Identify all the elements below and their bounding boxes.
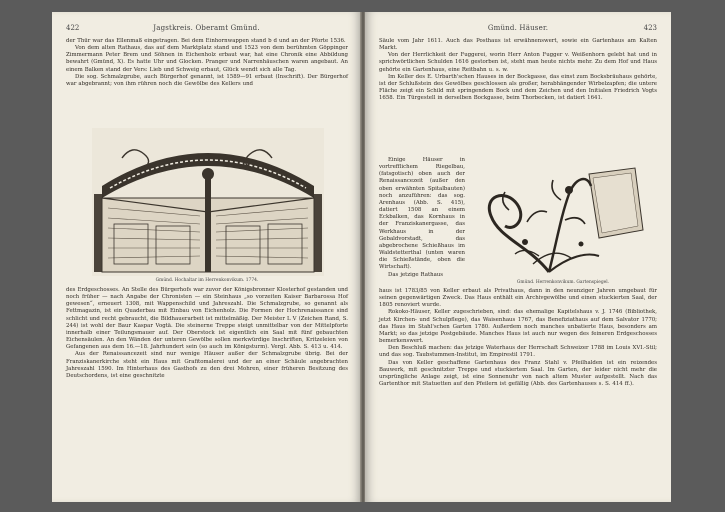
right-text-narrow [379, 157, 465, 279]
paragraph: Von der Herrlichkeit der Fuggerei, worin Herr Anton Fugger v. Weißenhorn gelebt hat und in sprichwörtlichen Schulden 1616 gestorben ist, steht man heute nichts mehr. Zu dem Hof und Haus gehörte ein Gartenhaus, eine Reitbahn u. s. w. [379, 52, 657, 73]
left-running-head [66, 24, 347, 34]
figure-caption: Gmünd. Hochaltar im Herrenkonvikum. 1774. [155, 278, 259, 283]
running-head-title: Jagstkreis. Oberamt Gmünd. [153, 24, 260, 32]
left-text-top [66, 38, 348, 88]
paragraph: der Thür war das Ellenmaß eingetragen. Bei dem Einhornwappen stand b d und an der Pforte 1536. [66, 38, 346, 44]
paragraph: Aus der Renaissancezeit sind nur wenige Häuser außer der Schmalzgrube übrig. Bei der Franziskanerkirche steht ein Haus mit Grafitomalerei und der an einer Schäule angebrachten Jahreszahl 1590. Im Hinterhaus des Gasthofs zu den drei Mohren, einer früheren Besitzung des Deutschordens, ist eine geschnitzte [66, 351, 348, 379]
paragraph: haus ist 1783/85 von Keller erbaut als Privathaus, dann in den neunziger Jahren umgebaut für seinen gegenwärtigen Zweck. Das Haus enthält ein Archivgewölbe und einen stuckierten Saal, der 1805 renoviert wurde. [379, 288, 657, 309]
page-number: 422 [66, 24, 80, 32]
running-head-title: Gmünd. Häuser. [487, 24, 549, 32]
paragraph: Rokoko-Häuser, Keller zugeschrieben, sind: das ehemalige Kapitelshaus v. J. 1746 (Bibliothek, jetzt Kirchen- und Schulpflege), das Waisenhaus 1767, das Benefiziathaus auf dem Salvator 1770; das Haus im Stahl'schen Garten 1780. Außerdem noch manches unbatierte Haus, besonders am Markt; so das jetzige Postgebäude. Manches Haus ist auch nur wegen des feineren Erdgeschosses bemerkenswert. [379, 309, 657, 345]
hochaltar-engraving [92, 128, 324, 276]
paragraph: Das von Keller geschaffene Gartenhaus des Franz Stahl v. Pfeilhalden ist ein reizendes Bauwerk, mit geschnitzter Treppe und stuckiertem Saal. Im Garten, der leider nicht mehr die ursprüngliche Anlage zeigt, ist eine Sonnenuhr von nach altem Muster aufgestellt. Nach das Gartenthor mit Statuetten auf den Pfeilern ist gefällig (Abb. des Gartenhauses s. S. 414 ff.). [379, 359, 657, 388]
page-number: 423 [643, 24, 657, 32]
right-page [365, 12, 671, 502]
right-text-bottom [379, 288, 657, 388]
paragraph: Von dem alten Rathaus, das auf dem Marktplatz stand und 1523 von dem berühmten Göppinger Zimmermann Peter Brem und Söhnen in Eichenholz erbaut war, hat eine Chronik eine Abbildung bewahrt (Gmünd, X). Es hatte Uhr und Glocken. Pranger und Narrenhäuschen waren angebaut. An einem Balken stand der Vers: Lieb und Schweig erbaut, Glück wendt sich alle Tag. [66, 45, 348, 73]
right-text-top [379, 38, 657, 102]
left-text-bottom [66, 287, 348, 380]
paragraph: Die sog. Schmalzgrube, auch Bürgerhof genannt, ist 1589—91 erbaut (Inschrift). Der Bürgerhof war abgebrannt; von ihm rühren noch die Gewölbe des Kellers und [66, 73, 348, 87]
paragraph: Einige Häuser in vortrefflichem Riegelbau, (fatsgotisch) oben auch der Renaissancezeit (außer den oben erwähnten Spitalbauten) noch anzuführen: das sog. Arenhaus (Abb. S. 415), datiert 1508 an einem Eckbalken, das Kornhaus in der Franziskanergasse, das Werkhaus in der Gebaldvorstadt, das abgebrochene Schießhaus im Waldstetterthal (unten waren die Schießstände, oben die Wirtschaft). [379, 157, 465, 271]
right-running-head [379, 24, 657, 34]
paragraph: Im Keller des E. Urbarth'schen Hauses in der Bockgasse, das einst zum Bocksbräuhaus gehörte, ist der Schlußstein des Gewölbes geschlossen als großer, herabhängender Wirbelzapfen; die untere Fläche zeigt ein Schild mit springendem Bock und dem Zeichen und den Initialen Friedrich Vogts 1658. Ein Türgestell in derselben Bockgasse, beim Thorbecken, ist datiert 1641. [379, 73, 657, 102]
paragraph: Säule vom Jahr 1611. Auch das Posthaus ist erwähnenswert, sowie ein Gartenhaus am Kalten Markt. [379, 38, 657, 52]
paragraph: des Erdgeschosses. An Stelle des Bürgerhofs war zuvor der Königsbronner Klosterhof gestanden und noch früher — nach Angabe der Chronisten — ein Steinhaus „so vorzeiten Kaiser Barbarossa Hof gewesen“, erneuert 1308, mit Wappenschild und Jahreszahl. Die Schmalzgrube, so genannt als Fettmagazin, ist ein Quaderbau mit Einbau von Eichenholz. Die Formen der Hochrenaissance sind schlicht und recht gebraucht, die Bildhauerarbeit ist mittelmäßig. Der Meister L V (Zeichen Rand, S. 244) ist wohl der Baur Kaspar Vogtä. Die steinerne Treppe steigt unmittelbar von der Mittelpforte innerhalb einer Teilungsmauer auf. Der Oberstock ist eigentlich ein Saal mit fünf gebauchten Eichensäulen. An den Wänden der unteren Gewölbe sollen merkwürdige Inschriften, Kritzeleien von Gefangenen aus dem 16.—18. Jahrhundert sein (so auch im Königsturm). Vergl. Abb. S. 413 u. 414. [66, 287, 348, 351]
gartenspiegel-engraving [469, 160, 657, 278]
paragraph: Das jetzige Rathaus [388, 271, 444, 278]
paragraph: Den Beschluß machen: das jetzige Waterhaus der Herrschaft Schweizer 1788 im Louis XVI.-Stil; und das sog. Taubstummen-Institut, im Empirestil 1791. [379, 345, 657, 359]
figure-caption: Gmünd. Herrenkonvikum. Gartenspiegel. [516, 280, 610, 285]
left-page [52, 12, 361, 502]
